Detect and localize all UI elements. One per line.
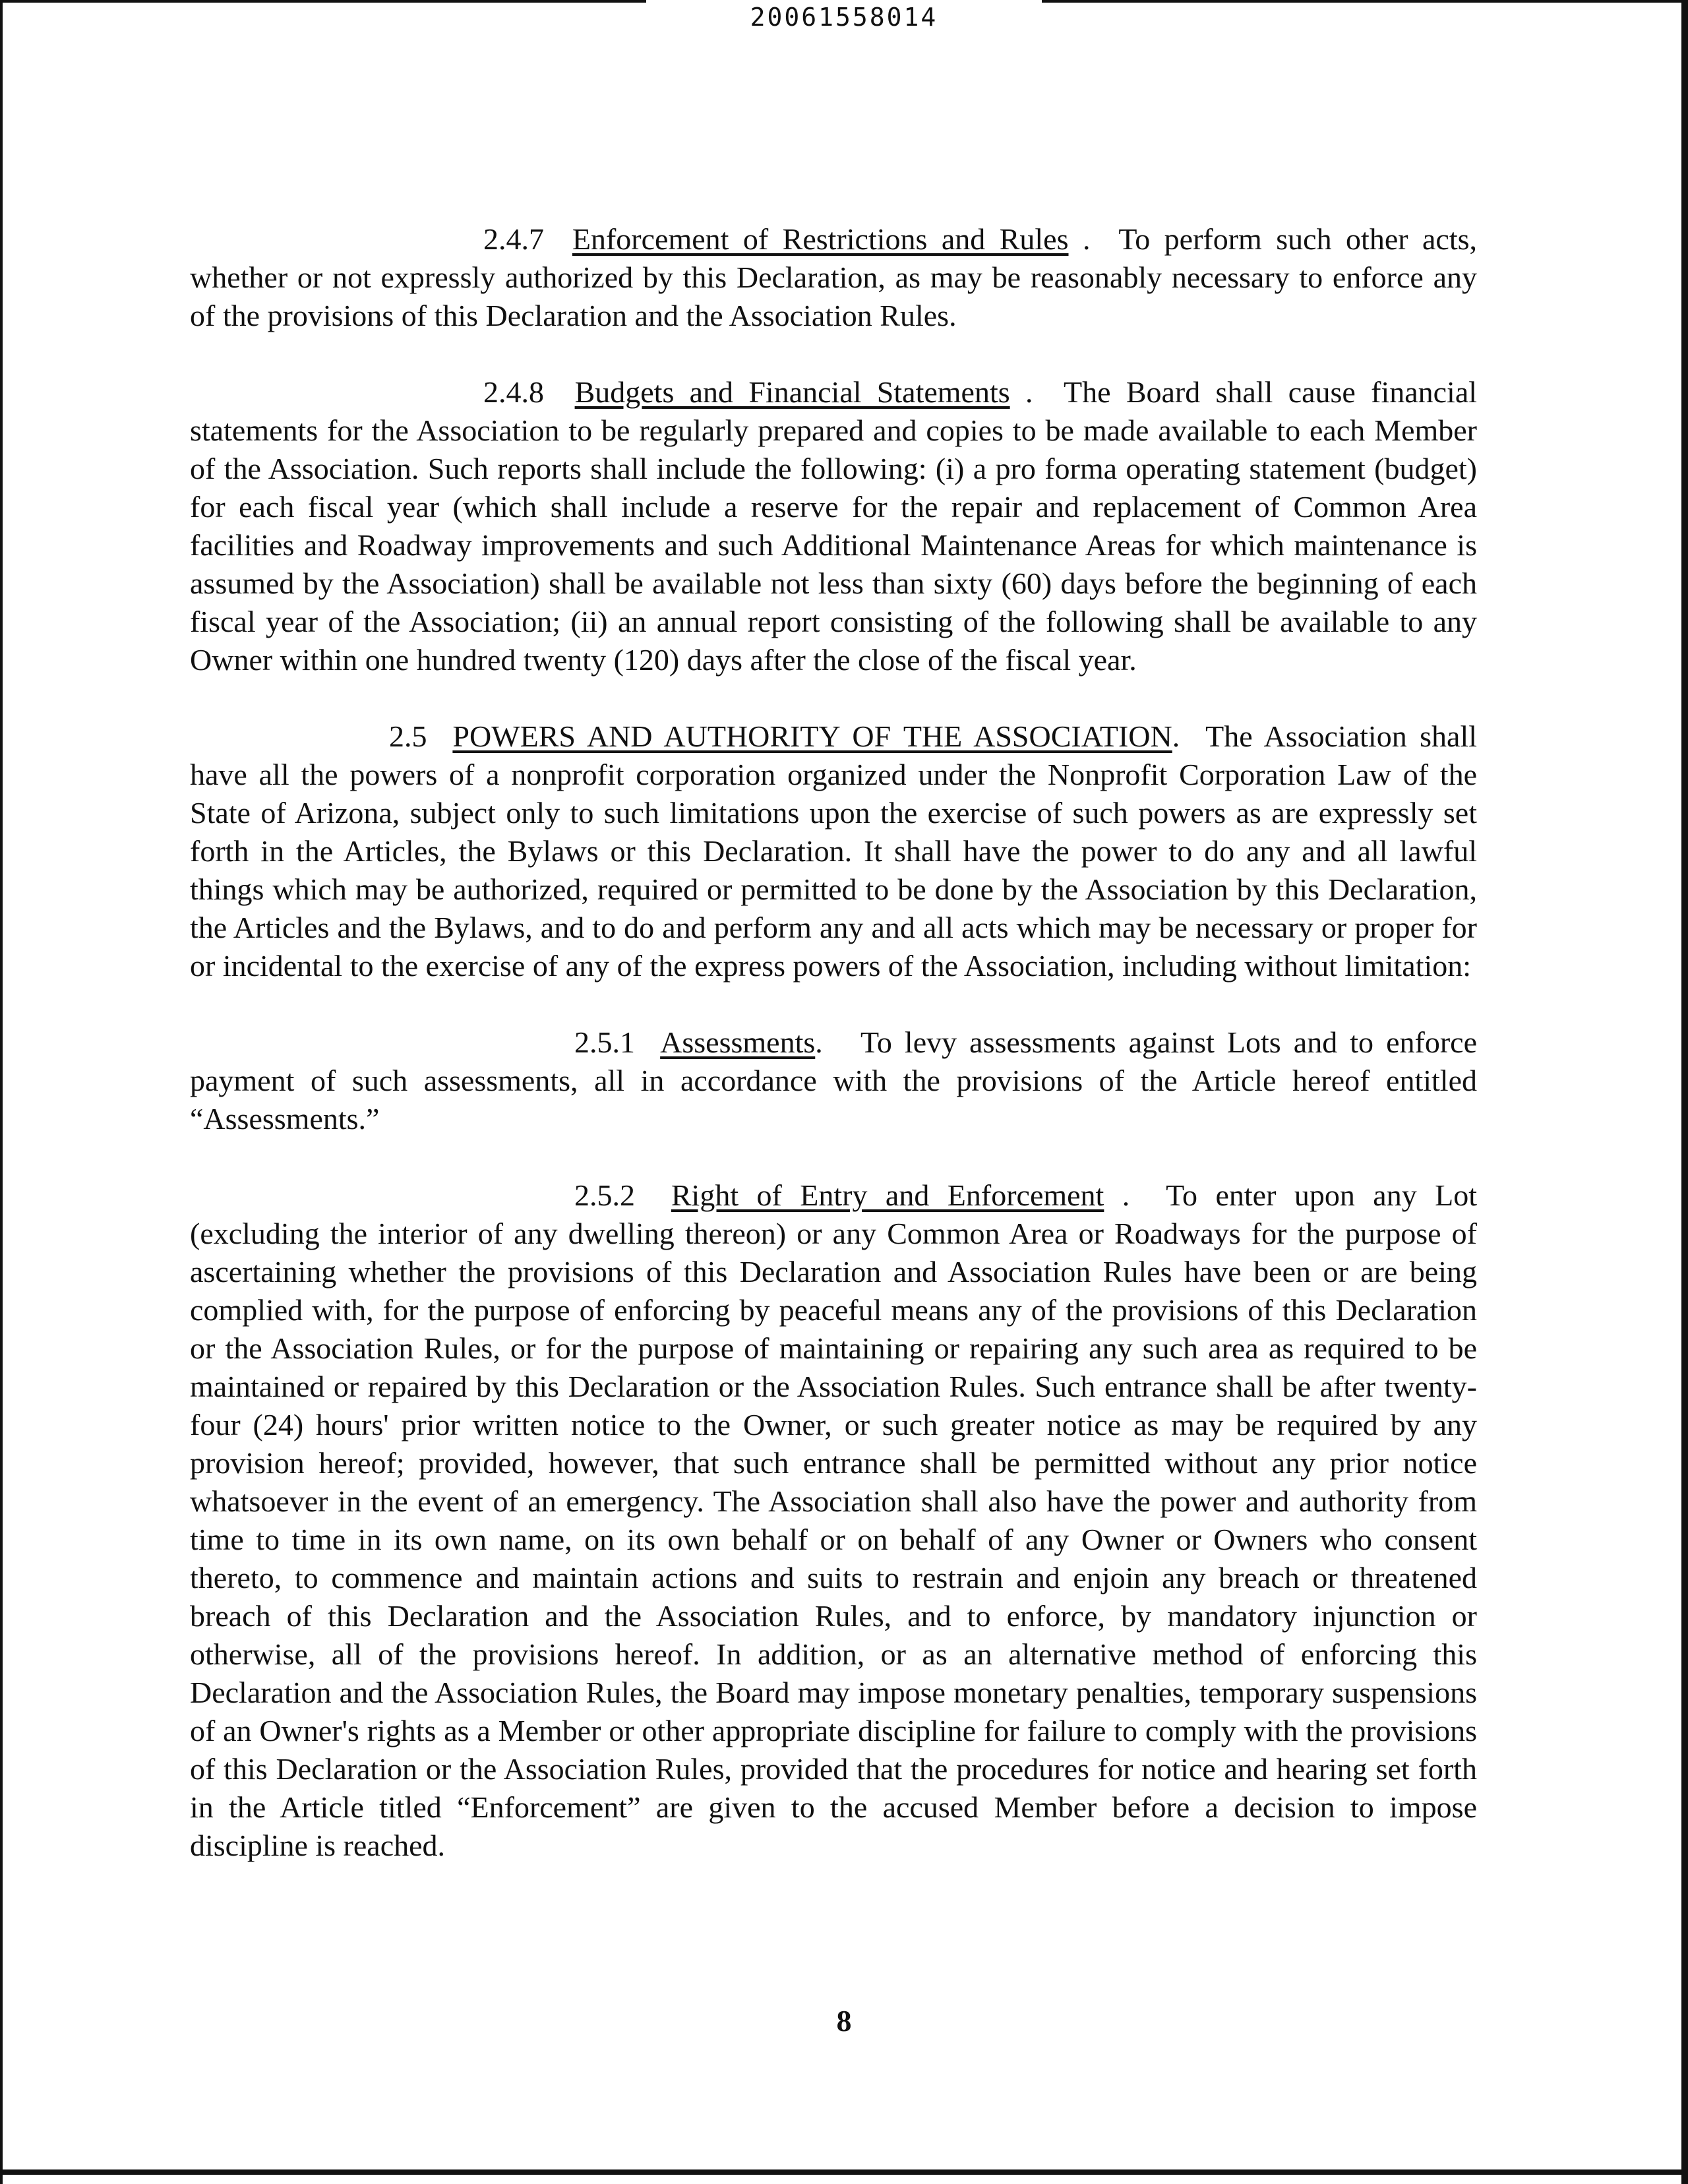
section-text: The Board shall cause financial statements for the Association to be regularly prepared and copies to be made available to each Member of the Association. Such reports shall include the following: (i) a pro forma operating statement (budget) for each fiscal year (which shall include a reserve for the repair and replacement of Common Area facilities and Roadway improvements and such Additional Maintenance Areas for which maintenance is assumed by the Association) shall be available not less than sixty (60) days before the beginning of each fiscal year of the Association; (ii) an annual report consisting of the following shall be available to any Owner within one hundred twenty (120) days after the close of the fiscal year.: [190, 375, 1478, 677]
page-number: 8: [836, 2004, 852, 2038]
section-heading: Budgets and Financial Statements: [574, 375, 1010, 409]
section-2-5: [190, 717, 1477, 985]
section-heading: POWERS AND AUTHORITY OF THE ASSOCIATION: [452, 719, 1172, 753]
section-2-5-1: [190, 1023, 1477, 1138]
document-body: [190, 220, 1477, 1903]
section-number: 2.5.1: [574, 1025, 635, 1059]
section-2-4-8: [190, 373, 1477, 679]
right-border: [1681, 0, 1688, 2184]
section-number: 2.5.2: [574, 1178, 635, 1212]
section-2-5-2: [190, 1176, 1477, 1865]
section-number: 2.4.8: [483, 375, 544, 409]
section-number: 2.4.7: [483, 222, 544, 256]
bottom-border: [0, 2169, 1688, 2175]
section-text: To enter upon any Lot (excluding the interior of any dwelling thereon) or any Common Area or Roadways for the purpose of ascertaining whether the provisions of this Declaration and Association Rules have been or are being complied with, for the purpose of enforcing by peaceful means any of the provisions of this Declaration or the Association Rules, or for the purpose of maintaining or repairing any such area as required to be maintained or repaired by this Declaration or the Association Rules. Such entrance shall be after twenty-four (24) hours' prior written notice to the Owner, or such greater notice as may be required by any provision hereof; provided, however, that such entrance shall be permitted without any prior notice whatsoever in the event of an emergency. The Association shall also have the power and authority from time to time in its own name, on its own behalf or on behalf of any Owner or Owners who consent thereto, to commence and maintain actions and suits to restrain and enjoin any breach or threatened breach of this Declaration and the Association Rules, and to enforce, by mandatory injunction or otherwise, all of the provisions hereof. In addition, or as an alternative method of enforcing this Declaration and the Association Rules, the Board may impose monetary penalties, temporary suspensions of an Owner's rights as a Member or other appropriate discipline for failure to comply with the provisions of this Declaration or the Association Rules, provided that the procedures for notice and hearing set forth in the Article titled “Enforcement” are given to the accused Member before a decision to impose discipline is reached.: [190, 1178, 1478, 1862]
document-id-number: 20061558014: [750, 3, 938, 32]
section-heading-punct: .: [1068, 222, 1091, 256]
section-heading-punct: .: [815, 1025, 823, 1059]
section-heading-punct: .: [1010, 375, 1033, 409]
section-heading: Enforcement of Restrictions and Rules: [572, 222, 1069, 256]
section-2-4-7: [190, 220, 1477, 335]
left-border: [0, 0, 3, 2184]
section-heading-punct: .: [1104, 1178, 1130, 1212]
section-text: To perform such other acts, whether or not expressly authorized by this Declaration, as may be reasonably necessary to enforce any of the provisions of this Declaration and the Association Rules.: [190, 222, 1478, 332]
section-heading: Assessments: [660, 1025, 816, 1059]
section-number: 2.5: [389, 719, 427, 753]
section-text: The Association shall have all the powers of a nonprofit corporation organized under the Nonprofit Corporation Law of the State of Arizona, subject only to such limitations upon the exercise of such powers as are expressly set forth in the Articles, the Bylaws or this Declaration. It shall have the power to do any and all lawful things which may be authorized, required or permitted to be done by the Association by this Declaration, the Articles and the Bylaws, and to do and perform any and all acts which may be necessary or proper for or incidental to the exercise of any of the express powers of the Association, including without limitation:: [190, 719, 1478, 983]
section-heading-punct: .: [1172, 719, 1180, 753]
section-text: To levy assessments against Lots and to enforce payment of such assessments, all in accordance with the provisions of the Article hereof entitled “Assessments.”: [190, 1025, 1477, 1136]
section-heading: Right of Entry and Enforcement: [671, 1178, 1104, 1212]
